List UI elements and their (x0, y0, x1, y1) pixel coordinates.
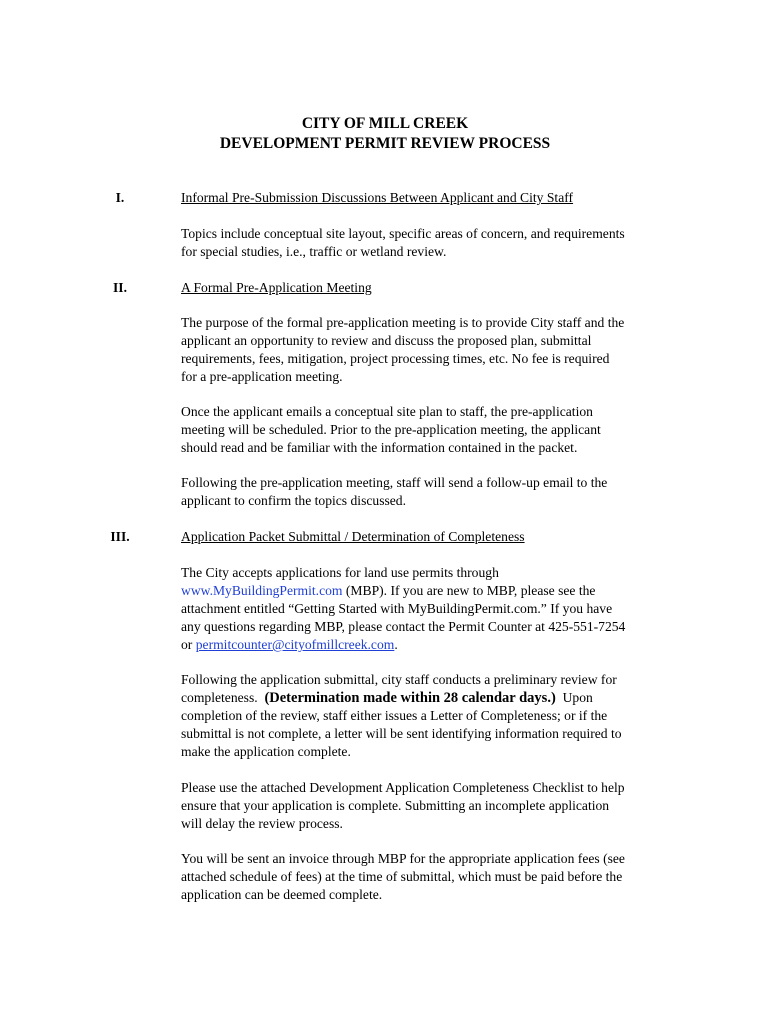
section-1-numeral: I. (115, 190, 125, 205)
text-run: (MBP). If you are new to MBP, please see the (342, 583, 596, 598)
text-run: . (394, 637, 398, 652)
section-3-paragraph-3 (181, 779, 681, 833)
section-1-paragraph-1 (181, 225, 681, 261)
text-line: ensure that your application is complete. Submitting an incomplete application (181, 798, 610, 813)
section-3-heading: Application Packet Submittal / Determination of Completeness (181, 529, 525, 544)
section-2-paragraph-1 (181, 314, 681, 386)
text-line: applicant an opportunity to review and discuss the proposed plan, submittal (181, 333, 592, 348)
text-line: Following the pre-application meeting, staff will send a follow-up email to the (181, 475, 608, 490)
text-line: should read and be familiar with the information contained in the packet. (181, 440, 578, 455)
section-2-numeral: II. (113, 280, 127, 295)
section-2-paragraph-3 (181, 474, 681, 510)
text-line: application can be deemed complete. (181, 887, 383, 902)
text-line: for special studies, i.e., traffic or wetland review. (181, 244, 447, 259)
text-line: You will be sent an invoice through MBP for the appropriate application fees (see (181, 851, 625, 866)
section-2-heading: A Formal Pre-Application Meeting (181, 280, 372, 295)
section-2-paragraph-2 (181, 403, 681, 457)
title-line-1: CITY OF MILL CREEK (301, 115, 469, 132)
text-line: The purpose of the formal pre-application meeting is to provide City staff and the (181, 315, 625, 330)
text-line: The City accepts applications for land use permits through (181, 565, 499, 580)
text-line: Topics include conceptual site layout, specific areas of concern, and requirements (181, 226, 625, 241)
section-3-paragraph-4 (181, 850, 681, 904)
section-3-paragraph-1 (181, 564, 681, 654)
text-line: submittal is not complete, a letter will be sent identifying information required to (181, 726, 622, 741)
text-line: will delay the review process. (181, 816, 343, 831)
text-line: completion of the review, staff either issues a Letter of Completeness; or if the (181, 708, 608, 723)
text-run: or (181, 637, 196, 652)
text-line: any questions regarding MBP, please contact the Permit Counter at 425-551-7254 (181, 619, 626, 634)
text-line (181, 636, 681, 654)
section-3-numeral: III. (110, 529, 130, 544)
text-line: Following the application submittal, city staff conducts a preliminary review for (181, 672, 617, 687)
permit-counter-email-link[interactable]: permitcounter@cityofmillcreek.com (195, 637, 395, 652)
text-line: Please use the attached Development Application Completeness Checklist to help (181, 780, 625, 795)
text-run: Upon (555, 690, 593, 705)
title-line-2: DEVELOPMENT PERMIT REVIEW PROCESS (219, 135, 551, 152)
text-line: for a pre-application meeting. (181, 369, 343, 384)
text-line: requirements, fees, mitigation, project processing times, etc. No fee is required (181, 351, 610, 366)
text-line: meeting will be scheduled. Prior to the pre-application meeting, the applicant (181, 422, 601, 437)
text-line: Once the applicant emails a conceptual site plan to staff, the pre-application (181, 404, 593, 419)
text-line: attachment entitled “Getting Started with MyBuildingPermit.com.” If you have (181, 601, 613, 616)
section-1-heading: Informal Pre-Submission Discussions Between Applicant and City Staff (181, 190, 574, 205)
text-line: make the application complete. (181, 744, 351, 759)
mybuildingpermit-link[interactable]: www.MyBuildingPermit.com (181, 583, 343, 598)
text-line: applicant to confirm the topics discussed. (181, 493, 407, 508)
section-3-paragraph-2 (181, 671, 681, 761)
text-run: completeness. (181, 690, 265, 705)
text-line (181, 689, 681, 707)
determination-deadline-text: (Determination made within 28 calendar days.) (264, 690, 556, 706)
text-line (181, 582, 681, 600)
text-line: attached schedule of fees) at the time of submittal, which must be paid before the (181, 869, 623, 884)
